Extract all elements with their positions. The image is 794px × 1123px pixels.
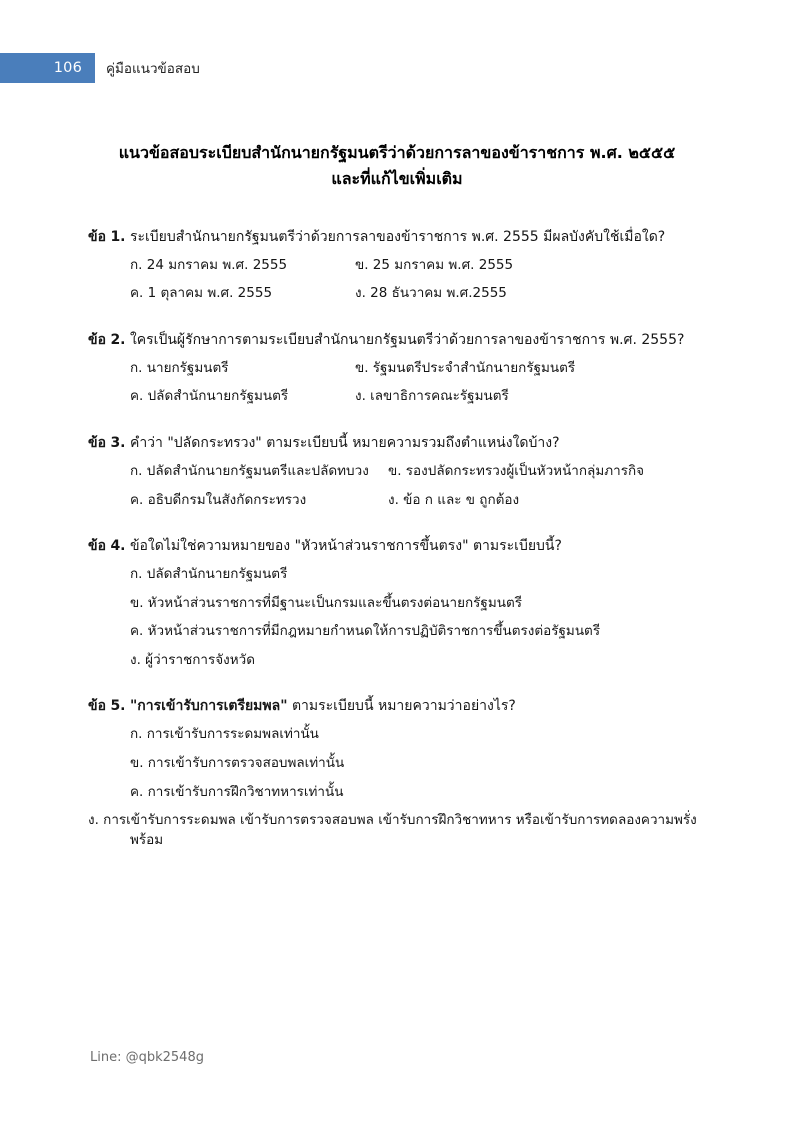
document-title-line-1: แนวข้อสอบระเบียบสำนักนายกรัฐมนตรีว่าด้วยการลาของข้าราชการ พ.ศ. ๒๕๕๕ <box>118 143 676 162</box>
question-number: 3. <box>110 435 126 452</box>
page-number-box <box>0 53 95 83</box>
choice-group <box>88 462 706 510</box>
document-title <box>88 140 706 193</box>
choice-option[interactable]: ค. 1 ตุลาคม พ.ศ. 2555 <box>130 285 273 302</box>
choice-option[interactable]: ข. หัวหน้าส่วนราชการที่มีฐานะเป็นกรมและขึ้นตรงต่อนายกรัฐมนตรี <box>130 594 522 611</box>
contact-line: Line: @qbk2548g <box>90 1050 204 1065</box>
choice-option[interactable]: ง. ข้อ ก และ ข ถูกต้อง <box>388 491 520 508</box>
document-body <box>88 140 706 876</box>
question-text: ตามระเบียบนี้ หมายความว่าอย่างไร? <box>287 698 516 715</box>
choice-option[interactable]: ง. ผู้ว่าราชการจังหวัด <box>130 651 255 668</box>
question-stem <box>88 433 706 454</box>
question-label: ข้อ <box>88 698 106 715</box>
choice-option[interactable]: ค. อธิบดีกรมในสังกัดกระทรวง <box>130 491 307 508</box>
choice-option[interactable]: ก. 24 มกราคม พ.ศ. 2555 <box>130 256 288 273</box>
choice-group <box>88 256 706 304</box>
choice-option[interactable]: ง. เลขาธิการคณะรัฐมนตรี <box>355 388 509 405</box>
question-number: 1. <box>110 228 126 245</box>
question-label: ข้อ <box>88 435 106 452</box>
question-item <box>88 330 706 407</box>
choice-option[interactable]: ข. 25 มกราคม พ.ศ. 2555 <box>355 256 514 273</box>
choice-option[interactable]: ก. นายกรัฐมนตรี <box>130 359 229 376</box>
choice-option[interactable]: ข. รัฐมนตรีประจำสำนักนายกรัฐมนตรี <box>355 359 576 376</box>
question-text: ใครเป็นผู้รักษาการตามระเบียบสำนักนายกรัฐมนตรีว่าด้วยการลาของข้าราชการ พ.ศ. 2555? <box>129 331 685 348</box>
question-stem <box>88 536 706 557</box>
choice-option[interactable]: ง. 28 ธันวาคม พ.ศ.2555 <box>355 285 507 302</box>
question-item <box>88 696 706 850</box>
choice-group <box>88 725 706 850</box>
book-title <box>106 53 200 83</box>
question-list <box>88 227 706 850</box>
page-number: 106 <box>53 59 82 76</box>
question-label: ข้อ <box>88 331 106 348</box>
page-header <box>0 53 794 83</box>
choice-option[interactable]: ก. ปลัดสำนักนายกรัฐมนตรี <box>130 566 288 583</box>
question-stem <box>88 227 706 248</box>
question-label: ข้อ <box>88 538 106 555</box>
choice-group <box>88 565 706 670</box>
question-stem <box>88 696 706 717</box>
choice-option[interactable]: ก. การเข้ารับการระดมพลเท่านั้น <box>130 726 319 743</box>
choice-option[interactable]: ข. การเข้ารับการตรวจสอบพลเท่านั้น <box>130 754 345 771</box>
question-label: ข้อ <box>88 228 106 245</box>
choice-option[interactable]: ค. การเข้ารับการฝึกวิชาทหารเท่านั้น <box>130 783 344 800</box>
choice-option[interactable]: ข. รองปลัดกระทรวงผู้เป็นหัวหน้ากลุ่มภารกิจ <box>388 463 645 480</box>
document-title-line-2: และที่แก้ไขเพิ่มเติม <box>331 169 463 189</box>
question-item <box>88 536 706 670</box>
question-number: 2. <box>110 331 126 348</box>
question-stem <box>88 330 706 351</box>
question-text: คำว่า "ปลัดกระทรวง" ตามระเบียบนี้ หมายความรวมถึงตำแหน่งใดบ้าง? <box>129 435 560 452</box>
choice-option[interactable]: ง. การเข้ารับการระดมพล เข้ารับการตรวจสอบพล เข้ารับการฝึกวิชาทหาร หรือเข้ารับการทดลองความพรั่งพร้อม <box>88 812 697 848</box>
question-item <box>88 227 706 304</box>
question-item <box>88 433 706 510</box>
question-text: ข้อใดไม่ใช่ความหมายของ "หัวหน้าส่วนราชการขึ้นตรง" ตามระเบียบนี้? <box>129 538 562 555</box>
choice-group <box>88 359 706 407</box>
question-text: ระเบียบสำนักนายกรัฐมนตรีว่าด้วยการลาของข้าราชการ พ.ศ. 2555 มีผลบังคับใช้เมื่อใด? <box>129 228 666 245</box>
question-keyterm: "การเข้ารับการเตรียมพล" <box>129 698 288 715</box>
question-number: 5. <box>110 698 126 715</box>
page-footer <box>90 1050 204 1065</box>
choice-option[interactable]: ค. หัวหน้าส่วนราชการที่มีกฎหมายกำหนดให้การปฏิบัติราชการขึ้นตรงต่อรัฐมนตรี <box>130 623 601 640</box>
choice-option[interactable]: ค. ปลัดสำนักนายกรัฐมนตรี <box>130 388 289 405</box>
question-number: 4. <box>110 538 126 555</box>
book-title-text: คู่มือแนวข้อสอบ <box>106 61 200 77</box>
choice-option[interactable]: ก. ปลัดสำนักนายกรัฐมนตรีและปลัดทบวง <box>130 463 369 480</box>
